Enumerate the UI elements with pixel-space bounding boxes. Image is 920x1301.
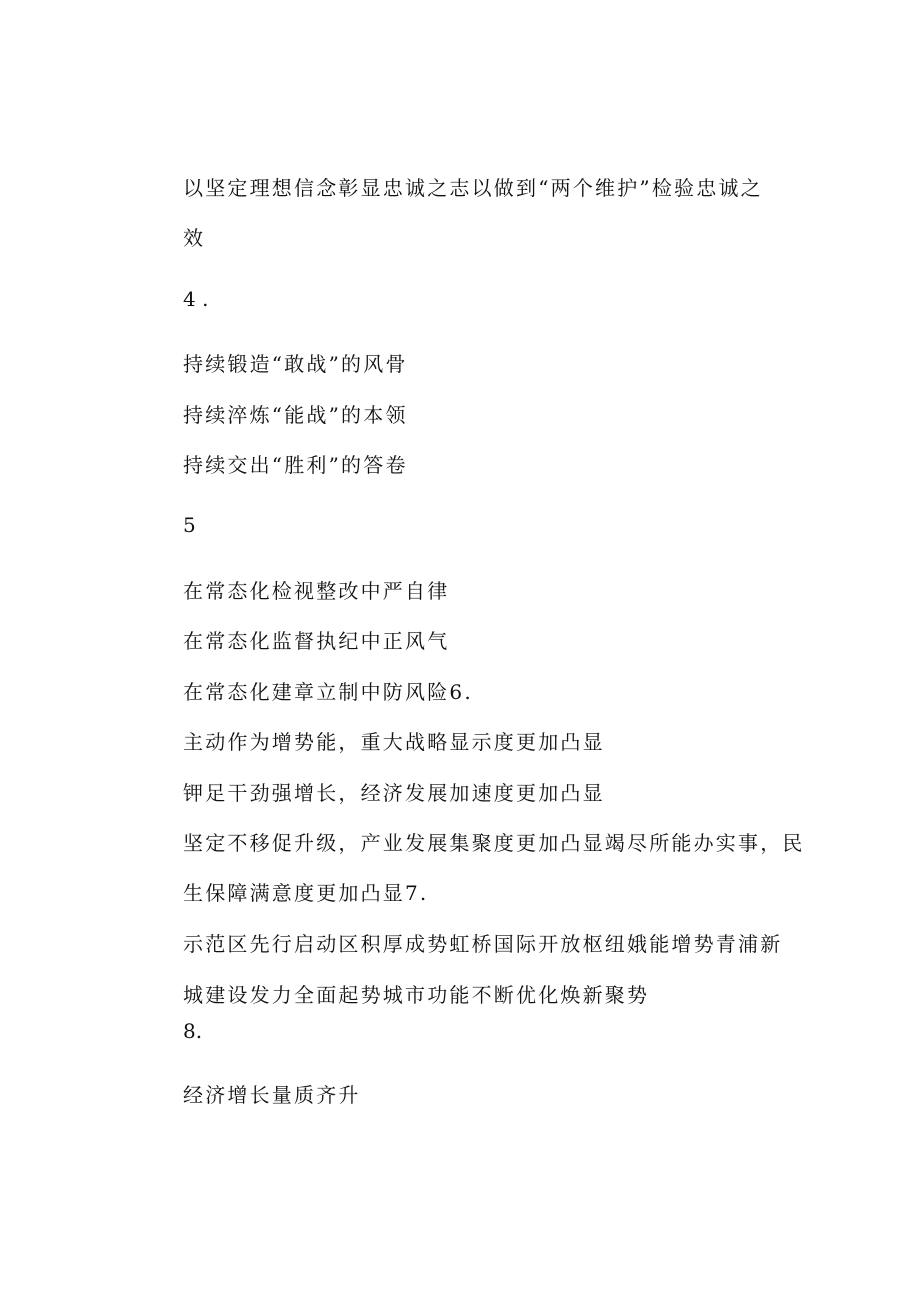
text-line: 效 bbox=[183, 226, 206, 250]
text-line: 生保障满意度更加凸显7. bbox=[183, 881, 429, 905]
text-line: 主动作为增势能，重大战略显示度更加凸显 bbox=[183, 730, 605, 754]
text-line: 持续锻造“敢战”的风骨 bbox=[183, 352, 408, 376]
text-line: 钾足干劲强增长，经济发展加速度更加凸显 bbox=[183, 781, 605, 805]
text-line: 经济增长量质齐升 bbox=[183, 1083, 361, 1107]
text-line: 持续交出“胜利”的答卷 bbox=[183, 453, 408, 477]
text-line: 城建设发力全面起势城市功能不断优化焕新聚势 bbox=[183, 983, 650, 1007]
text-line: 在常态化建章立制中防风险6. bbox=[183, 680, 473, 704]
text-line: 持续淬炼“能战”的本领 bbox=[183, 403, 408, 427]
section-number: 8. bbox=[183, 1019, 203, 1043]
section-number: 5 bbox=[183, 513, 196, 537]
section-number: 4 . bbox=[183, 287, 209, 311]
text-line: 在常态化监督执纪中正风气 bbox=[183, 629, 450, 653]
text-line: 在常态化检视整改中严自律 bbox=[183, 579, 450, 603]
text-line: 以坚定理想信念彰显忠诚之志以做到“两个维护”检验忠诚之 bbox=[183, 176, 763, 200]
text-line: 示范区先行启动区积厚成势虹桥国际开放枢纽娥能增势青浦新 bbox=[183, 932, 783, 956]
text-line: 坚定不移促升级，产业发展集聚度更加凸显竭尽所能办实事，民 bbox=[183, 831, 805, 855]
